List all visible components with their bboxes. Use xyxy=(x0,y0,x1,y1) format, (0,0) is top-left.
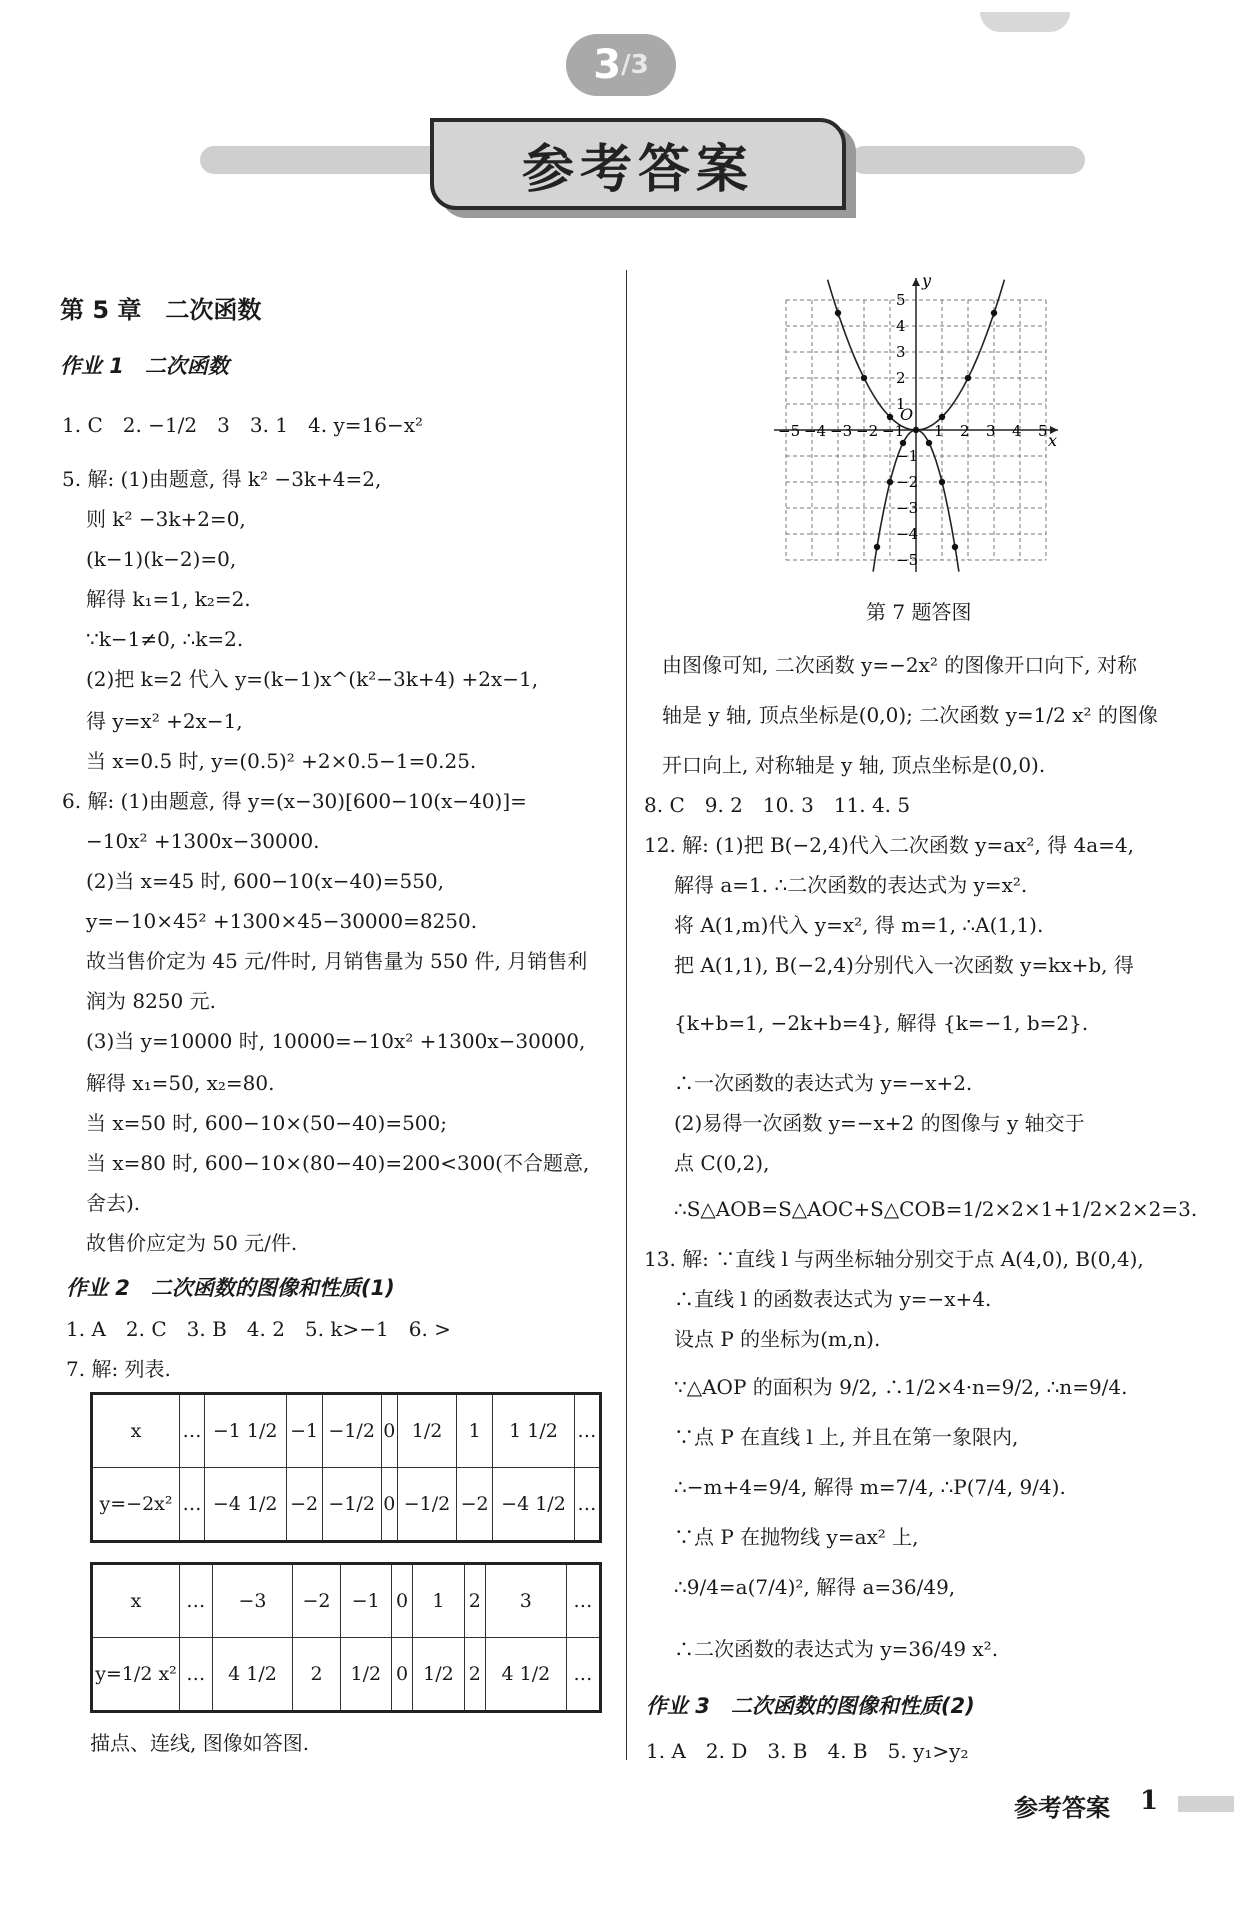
y-tick-label: 2 xyxy=(896,369,906,387)
table-cell: 0 xyxy=(391,1564,412,1638)
answer-line: 舍去). xyxy=(86,1191,141,1215)
table-cell: 1 xyxy=(457,1394,493,1468)
table-cell: 0 xyxy=(381,1394,397,1468)
answer-line: 点 C(0,2), xyxy=(674,1151,770,1175)
plot-point xyxy=(887,479,893,485)
answer-line: 解得 k₁=1, k₂=2. xyxy=(86,587,251,611)
table-cell: −1/2 xyxy=(322,1468,381,1542)
footer-bar xyxy=(1178,1796,1234,1812)
table-cell: −1/2 xyxy=(322,1394,381,1468)
table-cell: … xyxy=(180,1564,213,1638)
answer-line: 1. A 2. D 3. B 4. B 5. y₁>y₂ xyxy=(646,1739,969,1763)
column-divider xyxy=(626,270,627,1760)
table-cell: 3 xyxy=(485,1564,566,1638)
value-table-1 xyxy=(90,1392,602,1543)
table-cell: −2 xyxy=(457,1468,493,1542)
answer-line: 当 x=50 时, 600−10×(50−40)=500; xyxy=(86,1111,447,1135)
x-tick-label: −5 xyxy=(778,422,801,440)
table-cell: … xyxy=(574,1394,600,1468)
answer-line: 得 y=x² +2x−1, xyxy=(86,709,243,733)
plot-point xyxy=(835,310,841,316)
answer-line: ∵点 P 在抛物线 y=ax² 上, xyxy=(674,1525,919,1549)
answer-line: 则 k² −3k+2=0, xyxy=(86,507,246,531)
page-badge-sub: /3 xyxy=(621,50,649,80)
plot-point xyxy=(991,310,997,316)
answer-line: 1. A 2. C 3. B 4. 2 5. k>−1 6. > xyxy=(66,1317,451,1341)
header-right-bar xyxy=(850,146,1085,174)
plot-point xyxy=(913,427,919,433)
value-table-2 xyxy=(90,1562,602,1713)
chapter-title: 第 5 章 二次函数 xyxy=(60,296,262,324)
table-cell: 4 1/2 xyxy=(485,1638,566,1712)
answer-line: 7. 解: 列表. xyxy=(66,1357,171,1381)
answer-line: ∴直线 l 的函数表达式为 y=−x+4. xyxy=(674,1287,992,1311)
answer-line: 8. C 9. 2 10. 3 11. 4. 5 xyxy=(644,793,911,817)
title-banner xyxy=(430,118,846,210)
y-tick-label: −4 xyxy=(896,525,919,543)
x-tick-label: −4 xyxy=(804,422,827,440)
origin-label: O xyxy=(900,405,914,424)
table-cell: 2 xyxy=(464,1638,485,1712)
table-cell: 1/2 xyxy=(397,1394,456,1468)
x-tick-label: 3 xyxy=(986,422,996,440)
answer-line: −10x² +1300x−30000. xyxy=(86,829,320,853)
footer-label: 参考答案 xyxy=(1014,1794,1110,1822)
plot-point xyxy=(939,414,945,420)
answer-line: y=−10×45² +1300×45−30000=8250. xyxy=(86,909,478,933)
answer-line: 将 A(1,m)代入 y=x², 得 m=1, ∴A(1,1). xyxy=(674,913,1044,937)
table-cell: −1 xyxy=(286,1394,322,1468)
answer-line: 解得 x₁=50, x₂=80. xyxy=(86,1071,275,1095)
y-axis-arrow xyxy=(912,278,920,286)
plot-point xyxy=(939,479,945,485)
page-badge xyxy=(566,34,676,96)
answer-line: 当 x=0.5 时, y=(0.5)² +2×0.5−1=0.25. xyxy=(86,749,477,773)
y-tick-label: 1 xyxy=(896,395,906,413)
answer-line: ∴9/4=a(7/4)², 解得 a=36/49, xyxy=(674,1575,956,1599)
hw1-title: 作业 1 二次函数 xyxy=(60,354,229,378)
x-tick-label: −3 xyxy=(830,422,853,440)
answer-line: ∵点 P 在直线 l 上, 并且在第一象限内, xyxy=(674,1425,1019,1449)
y-tick-label: −1 xyxy=(896,447,919,465)
table-cell: … xyxy=(180,1638,213,1712)
plot-point xyxy=(900,440,906,446)
y-tick-label: −5 xyxy=(896,551,919,569)
table-cell: 0 xyxy=(391,1638,412,1712)
table-cell: −4 1/2 xyxy=(493,1468,575,1542)
y-tick-label: −2 xyxy=(896,473,919,491)
answer-line: 解得 a=1. ∴二次函数的表达式为 y=x². xyxy=(674,873,1028,897)
table-cell: 2 xyxy=(293,1638,340,1712)
answer-line: (2)当 x=45 时, 600−10(x−40)=550, xyxy=(86,869,445,893)
table-cell: −1 xyxy=(340,1564,391,1638)
answer-line: (2)易得一次函数 y=−x+2 的图像与 y 轴交于 xyxy=(674,1111,1085,1135)
table-row xyxy=(92,1394,601,1468)
answer-line: 当 x=80 时, 600−10×(80−40)=200<300(不合题意, xyxy=(86,1151,590,1175)
answer-line: ∴二次函数的表达式为 y=36/49 x². xyxy=(674,1637,999,1661)
plot-point xyxy=(861,375,867,381)
table-cell: 2 xyxy=(464,1564,485,1638)
table-cell: 1 xyxy=(413,1564,464,1638)
plot-point xyxy=(874,544,880,550)
answer-line: ∵k−1≠0, ∴k=2. xyxy=(86,627,244,651)
answer-line: 13. 解: ∵直线 l 与两坐标轴分别交于点 A(4,0), B(0,4), xyxy=(644,1247,1144,1271)
corner-decoration xyxy=(980,12,1070,32)
x-tick-label: 2 xyxy=(960,422,970,440)
table-cell: −3 xyxy=(212,1564,293,1638)
table-note: 描点、连线, 图像如答图. xyxy=(90,1731,310,1755)
hw2-title: 作业 2 二次函数的图像和性质(1) xyxy=(66,1276,395,1300)
x-tick-label: −1 xyxy=(882,422,905,440)
answer-line: (2)把 k=2 代入 y=(k−1)x^(k²−3k+4) +2x−1, xyxy=(86,667,539,691)
plot-point xyxy=(926,440,932,446)
table-cell: 1/2 xyxy=(340,1638,391,1712)
x-tick-label: 1 xyxy=(934,422,944,440)
answer-line: 6. 解: (1)由题意, 得 y=(x−30)[600−10(x−40)]= xyxy=(62,789,527,813)
answer-line: 设点 P 的坐标为(m,n). xyxy=(674,1327,881,1351)
answer-line: ∴−m+4=9/4, 解得 m=7/4, ∴P(7/4, 9/4). xyxy=(674,1475,1066,1499)
y-tick-label: 4 xyxy=(896,317,906,335)
table-cell: −4 1/2 xyxy=(204,1468,286,1542)
table-cell: −1 1/2 xyxy=(204,1394,286,1468)
y-axis-label: y xyxy=(922,271,932,290)
table-cell: −2 xyxy=(286,1468,322,1542)
answer-line: ∴S△AOB=S△AOC+S△COB=1/2×2×1+1/2×2×2=3. xyxy=(674,1197,1198,1221)
answer-line: 把 A(1,1), B(−2,4)分别代入一次函数 y=kx+b, 得 xyxy=(674,953,1134,977)
table-cell: … xyxy=(574,1468,600,1542)
table-row xyxy=(92,1468,601,1542)
table-cell: 1 1/2 xyxy=(493,1394,575,1468)
table-cell: −2 xyxy=(293,1564,340,1638)
table-cell: 0 xyxy=(381,1468,397,1542)
table-row xyxy=(92,1564,601,1638)
table-cell: 1/2 xyxy=(413,1638,464,1712)
header-left-bar xyxy=(200,146,450,174)
answer-line: (k−1)(k−2)=0, xyxy=(86,547,237,571)
x-tick-label: 4 xyxy=(1012,422,1022,440)
page-badge-main: 3 xyxy=(593,42,622,88)
table-cell: y=−2x² xyxy=(92,1468,180,1542)
answer-line: 润为 8250 元. xyxy=(86,989,216,1013)
x-axis-label: x xyxy=(1048,431,1058,450)
table-cell: x xyxy=(92,1394,180,1468)
table-cell: 4 1/2 xyxy=(212,1638,293,1712)
table-cell: x xyxy=(92,1564,180,1638)
plot-point xyxy=(965,375,971,381)
page-title: 参考答案 xyxy=(521,139,754,200)
answer-line: 5. 解: (1)由题意, 得 k² −3k+4=2, xyxy=(62,467,382,491)
answer-line: ∴一次函数的表达式为 y=−x+2. xyxy=(674,1071,973,1095)
answer-line: 轴是 y 轴, 顶点坐标是(0,0); 二次函数 y=1/2 x² 的图像 xyxy=(662,703,1158,727)
page-number: 1 xyxy=(1140,1786,1159,1816)
x-tick-label: −2 xyxy=(856,422,879,440)
hw3-title: 作业 3 二次函数的图像和性质(2) xyxy=(646,1694,975,1718)
answer-line: 开口向上, 对称轴是 y 轴, 顶点坐标是(0,0). xyxy=(662,753,1046,777)
x-tick-label: 5 xyxy=(1038,422,1048,440)
table-cell: … xyxy=(566,1638,600,1712)
table-cell: … xyxy=(180,1394,205,1468)
table-cell: … xyxy=(566,1564,600,1638)
table-cell: y=1/2 x² xyxy=(92,1638,180,1712)
answer-line: {k+b=1, −2k+b=4}, 解得 {k=−1, b=2}. xyxy=(674,1011,1089,1035)
y-tick-label: −3 xyxy=(896,499,919,517)
table-cell: … xyxy=(180,1468,205,1542)
answer-line: 12. 解: (1)把 B(−2,4)代入二次函数 y=ax², 得 4a=4, xyxy=(644,833,1135,857)
plot-point xyxy=(952,544,958,550)
answer-line: 1. C 2. −1/2 3 3. 1 4. y=16−x² xyxy=(62,413,424,437)
answer-line: 由图像可知, 二次函数 y=−2x² 的图像开口向下, 对称 xyxy=(662,653,1137,677)
answer-line: 故售价应定为 50 元/件. xyxy=(86,1231,298,1255)
plot-point xyxy=(887,414,893,420)
answer-line: 故当售价定为 45 元/件时, 月销售量为 550 件, 月销售利 xyxy=(86,949,588,973)
table-cell: −1/2 xyxy=(397,1468,456,1542)
y-tick-label: 3 xyxy=(896,343,906,361)
table-row xyxy=(92,1638,601,1712)
answer-line: (3)当 y=10000 时, 10000=−10x² +1300x−30000, xyxy=(86,1029,586,1053)
answer-line: ∵△AOP 的面积为 9/2, ∴1/2×4·n=9/2, ∴n=9/4. xyxy=(674,1375,1128,1399)
y-tick-label: 5 xyxy=(896,291,906,309)
parabola-graph xyxy=(760,270,1060,590)
graph-caption: 第 7 题答图 xyxy=(866,600,972,624)
